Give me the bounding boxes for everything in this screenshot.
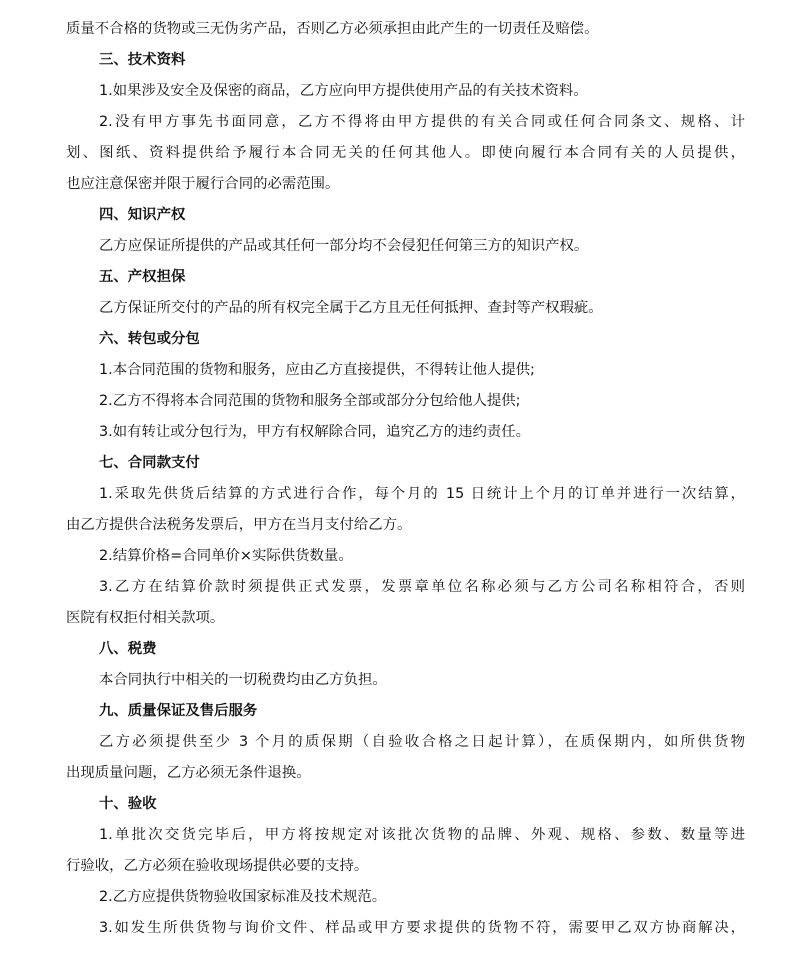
continuation-line: 由乙方提供合法税务发票后，甲方在当月支付给乙方。 xyxy=(66,517,412,533)
continuation-line: 行验收，乙方必须在验收现场提供必要的支持。 xyxy=(66,858,369,874)
paragraph-line: 乙方应保证所提供的产品或其任何一部分均不会侵犯任何第三方的知识产权。 xyxy=(99,238,589,254)
continuation-line: 也应注意保密并限于履行合同的必需范围。 xyxy=(66,176,340,192)
section-heading: 六、转包或分包 xyxy=(99,331,200,347)
paragraph-line: 3.如发生所供货物与询价文件、样品或甲方要求提供的货物不符，需要甲乙双方协商解决， xyxy=(99,920,745,936)
paragraph-line: 2.结算价格=合同单价×实际供货数量。 xyxy=(99,548,353,564)
paragraph-line: 乙方必须提供至少 3 个月的质保期（自验收合格之日起计算），在质保期内，如所供货物 xyxy=(99,734,745,750)
continuation-line: 出现质量问题，乙方必须无条件退换。 xyxy=(66,765,311,781)
paragraph-line: 1.单批次交货完毕后，甲方将按规定对该批次货物的品牌、外观、规格、参数、数量等进 xyxy=(99,827,745,843)
paragraph-line: 1.本合同范围的货物和服务，应由乙方直接提供，不得转让他人提供; xyxy=(99,362,535,378)
paragraph-line: 乙方保证所交付的产品的所有权完全属于乙方且无任何抵押、查封等产权瑕疵。 xyxy=(99,300,603,316)
paragraph-line: 2.没有甲方事先书面同意，乙方不得将由甲方提供的有关合同或任何合同条文、规格、计 xyxy=(99,114,745,130)
continuation-line: 质量不合格的货物或三无伪劣产品，否则乙方必须承担由此产生的一切责任及赔偿。 xyxy=(66,21,599,37)
section-heading: 九、质量保证及售后服务 xyxy=(99,703,258,719)
section-heading: 七、合同款支付 xyxy=(99,455,200,471)
paragraph-line: 2.乙方应提供货物验收国家标准及技术规范。 xyxy=(99,889,387,905)
paragraph-line: 1.采取先供货后结算的方式进行合作，每个月的 15 日统计上个月的订单并进行一次结算， xyxy=(99,486,745,502)
paragraph-line: 3.乙方在结算价款时须提供正式发票，发票章单位名称必须与乙方公司名称相符合，否则 xyxy=(99,579,745,595)
section-heading: 五、产权担保 xyxy=(99,269,186,285)
paragraph-line: 2.乙方不得将本合同范围的货物和服务全部或部分分包给他人提供; xyxy=(99,393,521,409)
paragraph-line: 本合同执行中相关的一切税费均由乙方负担。 xyxy=(99,672,387,688)
section-heading: 八、税费 xyxy=(99,641,157,657)
section-heading: 十、验收 xyxy=(99,796,157,812)
section-heading: 四、知识产权 xyxy=(99,207,186,223)
continuation-line: 划、图纸、资料提供给予履行本合同无关的任何其他人。即使向履行本合同有关的人员提供， xyxy=(66,145,745,161)
section-heading: 三、技术资料 xyxy=(99,52,186,68)
continuation-line: 医院有权拒付相关款项。 xyxy=(66,610,225,626)
paragraph-line: 1.如果涉及安全及保密的商品，乙方应向甲方提供使用产品的有关技术资料。 xyxy=(99,83,588,99)
paragraph-line: 3.如有转让或分包行为，甲方有权解除合同，追究乙方的违约责任。 xyxy=(99,424,531,440)
